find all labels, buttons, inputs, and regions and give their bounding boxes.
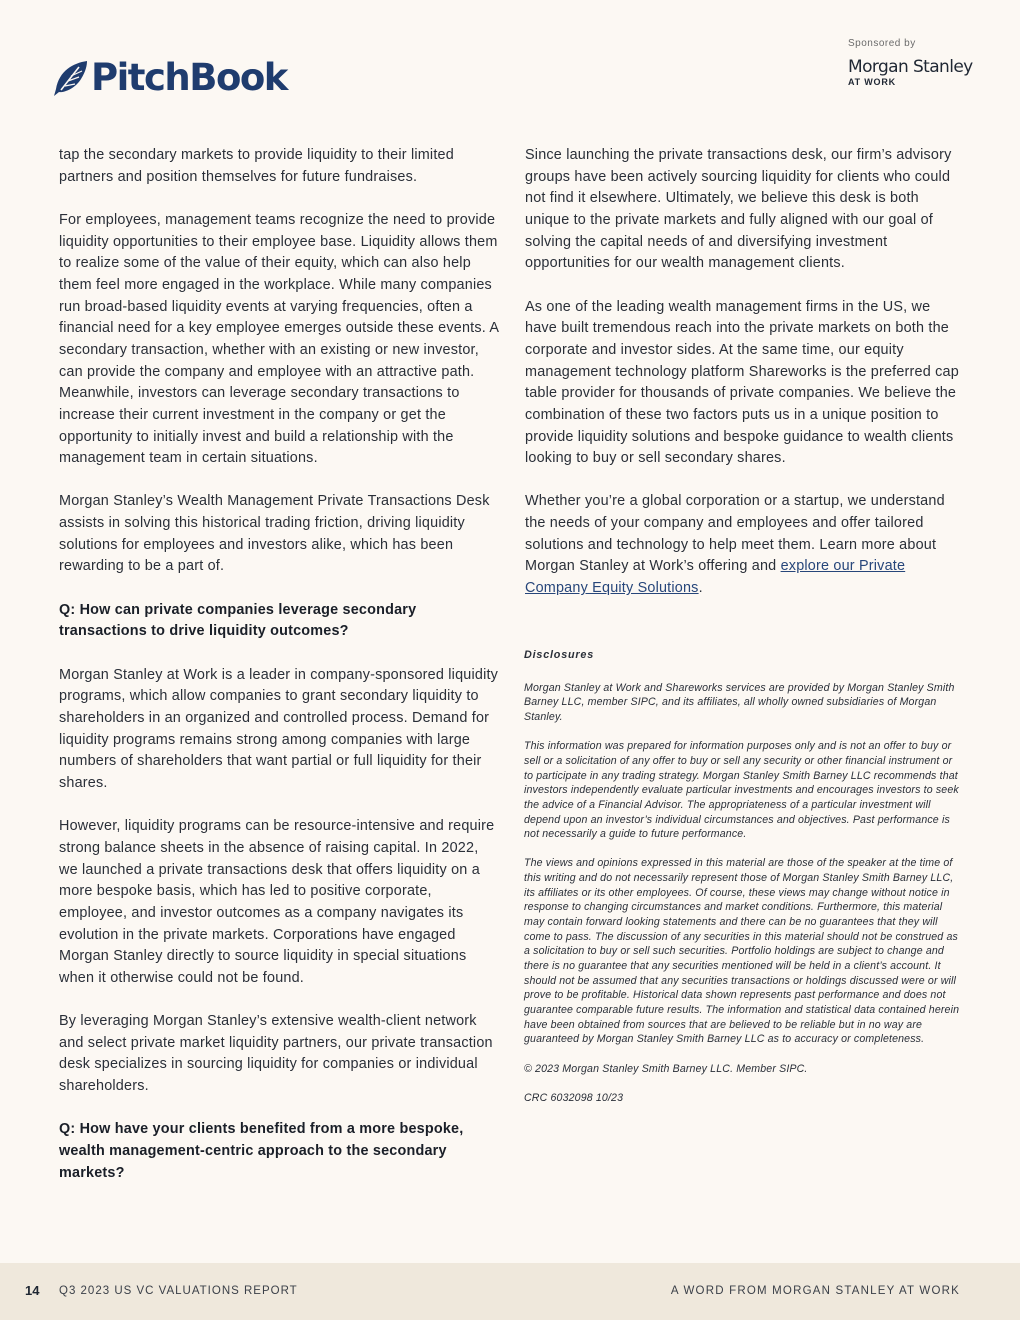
- paragraph-text: Whether you’re a global corporation or a startup, we understand the needs of your company and employees and offer tailored solutions and technology to help meet them. Learn more about Morgan Stanley at Work’s offering and: [525, 493, 945, 575]
- paragraph: Since launching the private transactions desk, our firm’s advisory groups have been actively sourcing liquidity for clients who could not find it elsewhere. Ultimately, we believe this desk is both unique to the private markets and fully aligned with our goal of solving the capital needs of and diversifying investment opportunities for our wealth management clients.: [525, 147, 952, 272]
- paragraph-with-link: [525, 491, 965, 599]
- copyright-line: © 2023 Morgan Stanley Smith Barney LLC. Member SIPC.: [524, 1062, 808, 1075]
- disclosures-title: Disclosures: [524, 649, 595, 661]
- paragraph: tap the secondary markets to provide liquidity to their limited partners and position themselves for future fundraises.: [59, 147, 454, 185]
- paragraph: Morgan Stanley at Work is a leader in company-sponsored liquidity programs, which allow companies to grant secondary liquidity to shareholders in an organized and controlled process. Demand for liquidity programs remains strong among companies with large numbers of shareholders that want partial or full liquidity for their shares.: [59, 666, 499, 791]
- paragraph: For employees, management teams recognize the need to provide liquidity opportunities to their employee base. Liquidity allows them to realize some of the value of their equity, which can also help them feel more engaged in the workplace. While many companies run broad-based liquidity events at varying frequencies, often a financial need for a key employee emerges outside these events. A secondary transaction, whether with an existing or new investor, can provide the company and employee with an attractive path. Meanwhile, investors can leverage secondary transactions to increase their current investment in the company or get the opportunity to initially invest and build a relationship with the management team in certain situations.: [59, 211, 499, 467]
- question-heading: Q: How can private companies leverage secondary transactions to drive liquidity outcomes?: [59, 601, 417, 640]
- crc-code: CRC 6032098 10/23: [524, 1091, 624, 1104]
- paragraph: Morgan Stanley’s Wealth Management Private Transactions Desk assists in solving this historical trading friction, driving liquidity solutions for employees and investors alike, which has been rewarding to be a part of.: [59, 493, 490, 575]
- paragraph: By leveraging Morgan Stanley’s extensive wealth-client network and select private market liquidity partners, our private transaction desk specializes in sourcing liquidity for companies or individual shareholders.: [59, 1013, 493, 1095]
- right-column: [525, 145, 965, 621]
- disclosure-paragraph: Morgan Stanley at Work and Shareworks services are provided by Morgan Stanley Smith Barney LLC, member SIPC, and its affiliates, all wholly owned subsidiaries of Morgan Stanley.: [524, 681, 955, 723]
- link-suffix: .: [698, 580, 703, 597]
- sponsor-block: [848, 38, 978, 87]
- left-column: [59, 145, 499, 1206]
- paragraph: However, liquidity programs can be resource-intensive and require strong balance sheets in the absence of raising capital. In 2022, we launched a private transactions desk that offers liquidity on a more bespoke basis, which has led to positive corporate, employee, and investor outcomes as a company navigates its evolution in the private markets. Corporations have engaged Morgan Stanley directly to source liquidity in special situations when it otherwise could not be found.: [59, 818, 495, 986]
- disclosures-section: [524, 648, 960, 1120]
- section-title: A WORD FROM MORGAN STANLEY AT WORK: [670, 1285, 960, 1297]
- sponsored-by-label: Sponsored by: [848, 38, 916, 49]
- morgan-stanley-logo: Morgan Stanley: [848, 57, 973, 77]
- page-number: 14: [25, 1283, 40, 1298]
- paragraph: As one of the leading wealth management firms in the US, we have built tremendous reach into the private markets on both the corporate and investor sides. At the same time, our equity management technology platform Shareworks is the preferred cap table provider for thousands of private companies. We believe the combination of these two factors puts us in a unique position to provide liquidity solutions and bespoke guidance to wealth clients looking to buy or sell secondary shares.: [525, 298, 959, 467]
- pitchbook-logo[interactable]: [53, 56, 287, 99]
- at-work-label: AT WORK: [848, 77, 896, 87]
- question-heading: Q: How have your clients benefited from a more bespoke, wealth management-centric approach to the secondary markets?: [59, 1121, 464, 1181]
- private-company-equity-link[interactable]: explore our Private Company Equity Solutions: [525, 558, 906, 597]
- report-title: Q3 2023 US VC VALUATIONS REPORT: [59, 1285, 298, 1297]
- pitchbook-feather-icon: [53, 59, 89, 97]
- disclosure-paragraph: The views and opinions expressed in this material are those of the speaker at the time of this writing and do not necessarily represent those of Morgan Stanley Smith Barney LLC, its affiliates or its other employees. Of course, these views may change without notice in response to changing circumstances and market conditions. Furthermore, this material may contain forward looking statements and there can be no guarantees that they will come to pass. The discussion of any securities in this material should not be construed as a solicitation to buy or sell such securities. Portfolio holdings are subject to change and there is no guarantee that any securities mentioned will be held in a client’s account. It should not be assumed that any securities transactions or holdings discussed were or will prove to be profitable. Historical data shown represents past performance and does not guarantee comparable future results. The information and statistical data contained herein have been obtained from sources that are believed to be reliable but in no way are guaranteed by Morgan Stanley Smith Barney LLC as to accuracy or completeness.: [524, 857, 960, 1046]
- page-footer: [0, 1263, 1020, 1320]
- pitchbook-wordmark: PitchBook: [91, 56, 287, 99]
- disclosure-paragraph: This information was prepared for information purposes only and is not an offer to buy or sell or a solicitation of any offer to buy or sell any security or other financial instrument or to participate in any trading strategy. Morgan Stanley Smith Barney LLC recommends that investors independently evaluate particular investments and encourages investors to seek the advice of a Financial Advisor. The appropriateness of a particular investment will depend upon an investor’s individual circumstances and objectives. Past performance is not necessarily a guide to future performance.: [524, 740, 959, 841]
